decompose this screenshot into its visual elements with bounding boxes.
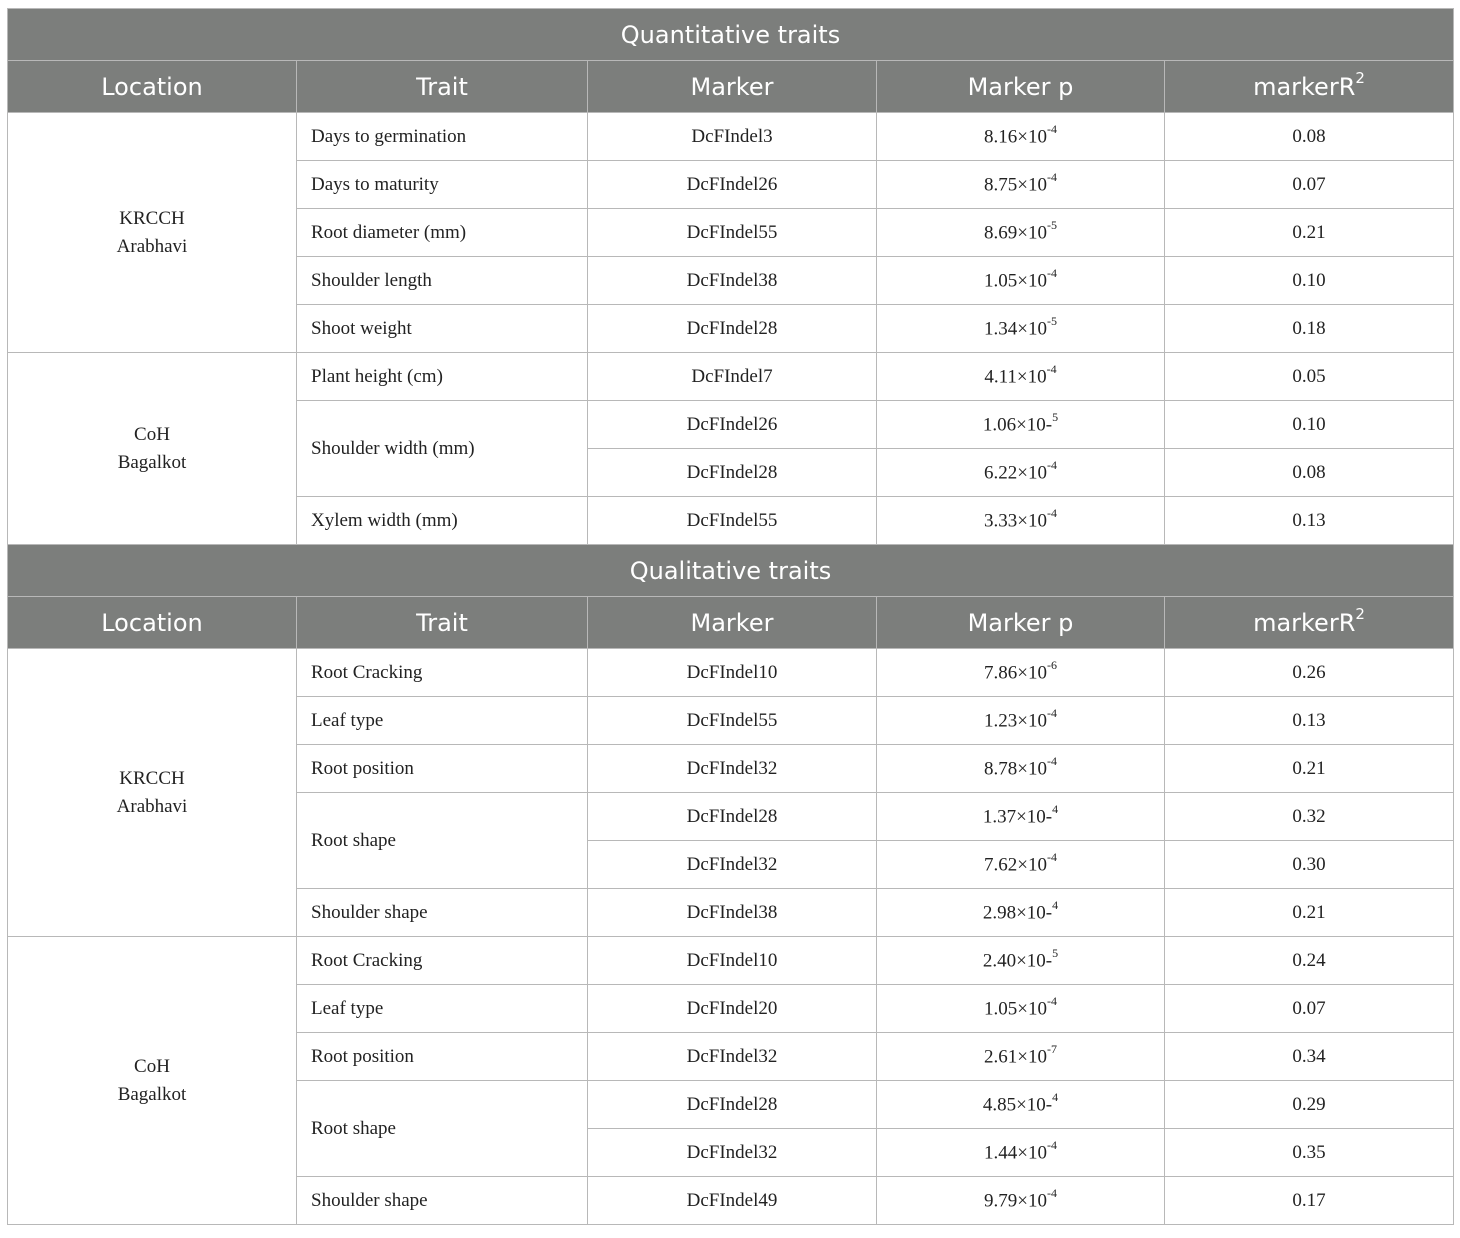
- p-exponent: 5: [1052, 946, 1059, 961]
- header-trait: Trait: [297, 61, 588, 113]
- trait-cell: Xylem width (mm): [297, 497, 588, 545]
- p-exponent: -4: [1046, 850, 1057, 865]
- p-times-ten: ×10: [1017, 318, 1047, 340]
- p-mantissa: 7.62: [984, 854, 1018, 876]
- p-times-ten: ×10: [1017, 710, 1047, 732]
- r2-cell: 0.32: [1165, 793, 1454, 841]
- r2-cell: 0.10: [1165, 401, 1454, 449]
- r2-cell: 0.13: [1165, 697, 1454, 745]
- p-value-cell: [877, 1081, 1165, 1129]
- trait-cell: Leaf type: [297, 985, 588, 1033]
- p-mantissa: 4.11: [984, 366, 1017, 388]
- header-marker-p: Marker p: [877, 597, 1165, 649]
- r2-cell: 0.34: [1165, 1033, 1454, 1081]
- header-marker-r2: [1165, 597, 1454, 649]
- marker-cell: DcFIndel55: [588, 697, 877, 745]
- trait-cell: Days to germination: [297, 113, 588, 161]
- p-value-cell: [877, 1033, 1165, 1081]
- p-times-ten: ×10-: [1016, 1094, 1053, 1116]
- r2-cell: 0.05: [1165, 353, 1454, 401]
- p-times-ten: ×10: [1017, 758, 1047, 780]
- p-value-cell: [877, 161, 1165, 209]
- r2-cell: 0.24: [1165, 937, 1454, 985]
- r2-cell: 0.21: [1165, 889, 1454, 937]
- table-row: [8, 353, 1454, 401]
- p-mantissa: 1.34: [984, 318, 1018, 340]
- marker-cell: DcFIndel28: [588, 1081, 877, 1129]
- trait-cell: Days to maturity: [297, 161, 588, 209]
- marker-cell: DcFIndel26: [588, 161, 877, 209]
- p-exponent: -4: [1046, 266, 1057, 281]
- p-value-cell: [877, 353, 1165, 401]
- p-times-ten: ×10-: [1016, 806, 1053, 828]
- p-mantissa: 9.79: [984, 1190, 1018, 1212]
- section-title: Quantitative traits: [8, 9, 1454, 61]
- trait-cell: Shoulder shape: [297, 1177, 588, 1225]
- header-location: Location: [8, 597, 297, 649]
- trait-cell: Root position: [297, 1033, 588, 1081]
- location-cell: [8, 937, 297, 1225]
- p-times-ten: ×10: [1017, 662, 1047, 684]
- p-exponent: -4: [1046, 506, 1057, 521]
- marker-cell: DcFIndel32: [588, 841, 877, 889]
- header-marker-r2-text: markerR: [1253, 73, 1356, 101]
- location-line: KRCCH: [119, 767, 185, 789]
- header-marker-r2-sup: 2: [1355, 605, 1365, 623]
- table-row: [8, 937, 1454, 985]
- location-cell: [8, 649, 297, 937]
- location-line: KRCCH: [119, 207, 185, 229]
- trait-cell: Root shape: [297, 1081, 588, 1177]
- r2-cell: 0.29: [1165, 1081, 1454, 1129]
- marker-cell: DcFIndel3: [588, 113, 877, 161]
- header-row: [8, 597, 1454, 649]
- p-exponent: -5: [1046, 218, 1057, 233]
- p-times-ten: ×10-: [1016, 950, 1053, 972]
- p-exponent: -4: [1046, 362, 1057, 377]
- p-value-cell: [877, 401, 1165, 449]
- p-mantissa: 1.06: [982, 414, 1017, 436]
- marker-cell: DcFIndel28: [588, 305, 877, 353]
- p-value-cell: [877, 889, 1165, 937]
- trait-cell: Leaf type: [297, 697, 588, 745]
- p-mantissa: 2.98: [982, 902, 1017, 924]
- trait-cell: Shoulder shape: [297, 889, 588, 937]
- marker-cell: DcFIndel10: [588, 937, 877, 985]
- marker-cell: DcFIndel28: [588, 793, 877, 841]
- p-value-cell: [877, 985, 1165, 1033]
- location-line: Arabhavi: [116, 235, 188, 257]
- r2-cell: 0.08: [1165, 449, 1454, 497]
- p-value-cell: [877, 649, 1165, 697]
- p-value-cell: [877, 937, 1165, 985]
- p-exponent: -6: [1046, 658, 1057, 673]
- header-location: Location: [8, 61, 297, 113]
- location-cell: [8, 353, 297, 545]
- trait-cell: Root Cracking: [297, 937, 588, 985]
- trait-cell: Root position: [297, 745, 588, 793]
- p-mantissa: 1.44: [984, 1142, 1018, 1164]
- marker-cell: DcFIndel38: [588, 257, 877, 305]
- p-mantissa: 4.85: [982, 1094, 1017, 1116]
- trait-cell: Shoulder length: [297, 257, 588, 305]
- r2-cell: 0.13: [1165, 497, 1454, 545]
- p-mantissa: 2.40: [982, 950, 1017, 972]
- r2-cell: 0.07: [1165, 985, 1454, 1033]
- location-cell: [8, 113, 297, 353]
- p-times-ten: ×10: [1017, 270, 1047, 292]
- p-exponent: -4: [1046, 706, 1057, 721]
- marker-cell: DcFIndel55: [588, 209, 877, 257]
- marker-cell: DcFIndel26: [588, 401, 877, 449]
- p-value-cell: [877, 1129, 1165, 1177]
- location-line: CoH: [134, 1055, 170, 1077]
- header-row: [8, 61, 1454, 113]
- p-times-ten: ×10: [1017, 854, 1047, 876]
- p-exponent: 4: [1052, 802, 1059, 817]
- r2-cell: 0.08: [1165, 113, 1454, 161]
- table-row: [8, 113, 1454, 161]
- r2-cell: 0.21: [1165, 745, 1454, 793]
- trait-cell: Shoulder width (mm): [297, 401, 588, 497]
- marker-cell: DcFIndel49: [588, 1177, 877, 1225]
- p-exponent: -4: [1046, 122, 1057, 137]
- p-times-ten: ×10: [1017, 462, 1047, 484]
- p-exponent: -5: [1046, 314, 1057, 329]
- r2-cell: 0.30: [1165, 841, 1454, 889]
- p-times-ten: ×10: [1017, 1190, 1047, 1212]
- p-times-ten: ×10: [1017, 126, 1047, 148]
- location-line: Bagalkot: [117, 1083, 187, 1105]
- p-value-cell: [877, 841, 1165, 889]
- p-times-ten: ×10: [1017, 1046, 1047, 1068]
- header-marker: Marker: [588, 61, 877, 113]
- p-mantissa: 2.61: [984, 1046, 1018, 1068]
- p-mantissa: 8.78: [984, 758, 1018, 780]
- p-exponent: 5: [1052, 410, 1059, 425]
- p-exponent: 4: [1052, 1090, 1059, 1105]
- trait-cell: Root shape: [297, 793, 588, 889]
- p-value-cell: [877, 793, 1165, 841]
- trait-cell: Root diameter (mm): [297, 209, 588, 257]
- p-mantissa: 8.16: [984, 126, 1018, 148]
- p-value-cell: [877, 209, 1165, 257]
- location-line: Arabhavi: [116, 795, 188, 817]
- marker-cell: DcFIndel7: [588, 353, 877, 401]
- header-marker-r2-sup: 2: [1355, 69, 1365, 87]
- header-marker-p: Marker p: [877, 61, 1165, 113]
- p-exponent: -4: [1046, 754, 1057, 769]
- p-times-ten: ×10: [1017, 174, 1047, 196]
- p-value-cell: [877, 449, 1165, 497]
- trait-cell: Shoot weight: [297, 305, 588, 353]
- p-value-cell: [877, 257, 1165, 305]
- p-exponent: -4: [1046, 170, 1057, 185]
- p-value-cell: [877, 305, 1165, 353]
- p-value-cell: [877, 113, 1165, 161]
- p-mantissa: 8.75: [984, 174, 1018, 196]
- marker-cell: DcFIndel32: [588, 1129, 877, 1177]
- table-row: [8, 649, 1454, 697]
- r2-cell: 0.18: [1165, 305, 1454, 353]
- header-marker-r2-text: markerR: [1253, 609, 1356, 637]
- p-times-ten: ×10: [1017, 222, 1047, 244]
- header-marker-r2: [1165, 61, 1454, 113]
- p-times-ten: ×10: [1017, 1142, 1047, 1164]
- section-title: Qualitative traits: [8, 545, 1454, 597]
- section-title-row: [8, 545, 1454, 597]
- p-times-ten: ×10: [1016, 366, 1047, 388]
- p-mantissa: 7.86: [984, 662, 1018, 684]
- p-times-ten: ×10-: [1016, 414, 1053, 436]
- p-mantissa: 1.05: [984, 998, 1018, 1020]
- marker-cell: DcFIndel55: [588, 497, 877, 545]
- p-exponent: -4: [1046, 1186, 1057, 1201]
- p-times-ten: ×10: [1017, 510, 1047, 532]
- r2-cell: 0.26: [1165, 649, 1454, 697]
- p-mantissa: 3.33: [984, 510, 1018, 532]
- p-exponent: -7: [1046, 1042, 1057, 1057]
- location-line: Bagalkot: [117, 451, 187, 473]
- header-marker: Marker: [588, 597, 877, 649]
- section-title-row: [8, 9, 1454, 61]
- r2-cell: 0.35: [1165, 1129, 1454, 1177]
- r2-cell: 0.21: [1165, 209, 1454, 257]
- p-value-cell: [877, 1177, 1165, 1225]
- trait-cell: Root Cracking: [297, 649, 588, 697]
- r2-cell: 0.07: [1165, 161, 1454, 209]
- marker-cell: DcFIndel32: [588, 745, 877, 793]
- marker-cell: DcFIndel28: [588, 449, 877, 497]
- p-mantissa: 1.37: [982, 806, 1017, 828]
- p-mantissa: 8.69: [984, 222, 1018, 244]
- marker-cell: DcFIndel10: [588, 649, 877, 697]
- p-mantissa: 6.22: [984, 462, 1018, 484]
- p-times-ten: ×10-: [1016, 902, 1053, 924]
- marker-cell: DcFIndel32: [588, 1033, 877, 1081]
- p-exponent: 4: [1052, 898, 1059, 913]
- trait-cell: Plant height (cm): [297, 353, 588, 401]
- p-exponent: -4: [1046, 458, 1057, 473]
- p-times-ten: ×10: [1017, 998, 1047, 1020]
- marker-trait-table: [7, 8, 1454, 1225]
- r2-cell: 0.17: [1165, 1177, 1454, 1225]
- p-exponent: -4: [1046, 1138, 1057, 1153]
- marker-cell: DcFIndel38: [588, 889, 877, 937]
- table-body: [8, 9, 1454, 1225]
- p-mantissa: 1.05: [984, 270, 1018, 292]
- p-mantissa: 1.23: [984, 710, 1018, 732]
- r2-cell: 0.10: [1165, 257, 1454, 305]
- p-value-cell: [877, 697, 1165, 745]
- header-trait: Trait: [297, 597, 588, 649]
- marker-cell: DcFIndel20: [588, 985, 877, 1033]
- p-value-cell: [877, 497, 1165, 545]
- location-line: CoH: [134, 423, 170, 445]
- p-exponent: -4: [1046, 994, 1057, 1009]
- p-value-cell: [877, 745, 1165, 793]
